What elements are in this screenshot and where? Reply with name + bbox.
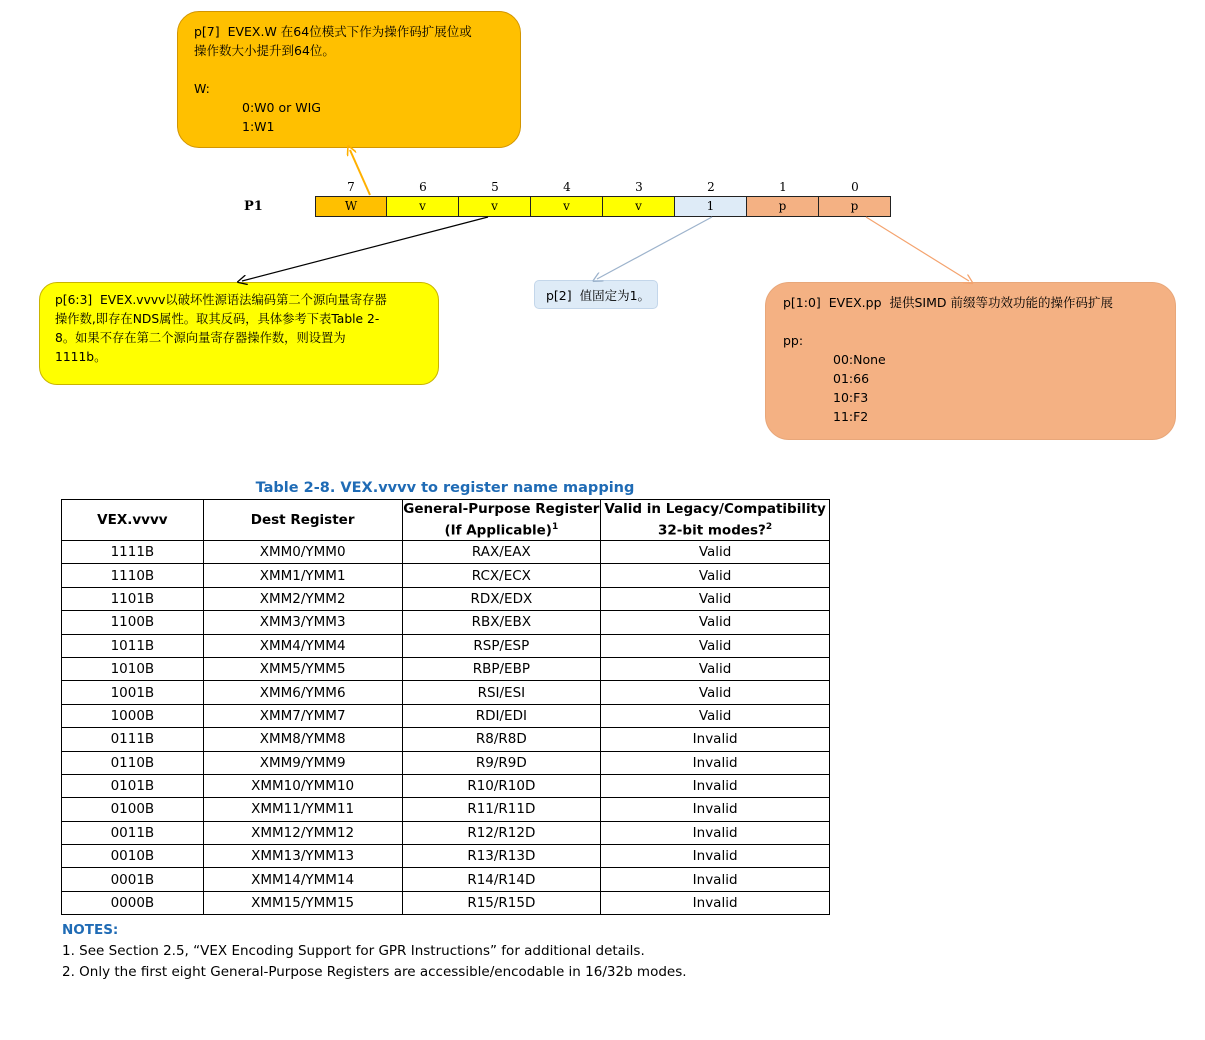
cell-vvvv: 0101B <box>62 774 204 797</box>
bit-number: 3 <box>635 180 643 194</box>
cell-vvvv: 1100B <box>62 611 204 634</box>
callout-w-line: 操作数大小提升到64位。 <box>194 43 335 58</box>
cell-valid: Invalid <box>601 798 830 821</box>
cell-dest-register: XMM5/YMM5 <box>203 657 402 680</box>
cell-dest-register: XMM0/YMM0 <box>203 541 402 564</box>
bit-number: 4 <box>563 180 571 194</box>
cell-vvvv: 1111B <box>62 541 204 564</box>
table-row <box>62 821 830 844</box>
cell-valid: Valid <box>601 681 830 704</box>
header-dest-register: Dest Register <box>203 500 402 541</box>
table-row <box>62 587 830 610</box>
note-1: 1. See Section 2.5, “VEX Encoding Support for GPR Instructions” for additional details. <box>62 943 645 959</box>
bit-cell: v <box>530 196 603 217</box>
bit-number: 1 <box>779 180 787 194</box>
footnote-ref-1: 1 <box>551 522 559 533</box>
table-row <box>62 798 830 821</box>
cell-vvvv: 1101B <box>62 587 204 610</box>
callout-pp-option: 11:F2 <box>833 409 869 424</box>
header-vvvv: VEX.vvvv <box>62 500 204 541</box>
bit-number: 2 <box>707 180 715 194</box>
cell-gpr: RSI/ESI <box>402 681 601 704</box>
header-valid-legacy <box>601 500 830 541</box>
cell-dest-register: XMM11/YMM11 <box>203 798 402 821</box>
cell-dest-register: XMM12/YMM12 <box>203 821 402 844</box>
callout-w-option: 0:W0 or WIG <box>242 100 321 115</box>
bit-number: 0 <box>851 180 859 194</box>
cell-vvvv: 0111B <box>62 728 204 751</box>
cell-vvvv: 0110B <box>62 751 204 774</box>
table-row <box>62 868 830 891</box>
cell-valid: Valid <box>601 541 830 564</box>
callout-vvvv-line: 1111b。 <box>55 350 107 364</box>
cell-valid: Valid <box>601 587 830 610</box>
cell-vvvv: 1011B <box>62 634 204 657</box>
cell-valid: Invalid <box>601 821 830 844</box>
cell-dest-register: XMM10/YMM10 <box>203 774 402 797</box>
cell-gpr: R12/R12D <box>402 821 601 844</box>
callout-pp-line: p[1:0] EVEX.pp 提供SIMD 前缀等功效功能的操作码扩展 <box>783 295 1113 310</box>
cell-dest-register: XMM2/YMM2 <box>203 587 402 610</box>
bit-number: 6 <box>419 180 427 194</box>
cell-valid: Invalid <box>601 891 830 914</box>
header-gpr-line2: (If Applicable) <box>444 522 552 539</box>
cell-dest-register: XMM13/YMM13 <box>203 845 402 868</box>
cell-vvvv: 0001B <box>62 868 204 891</box>
cell-gpr: R11/R11D <box>402 798 601 821</box>
header-valid-line2: 32-bit modes? <box>658 522 766 539</box>
table-row <box>62 611 830 634</box>
cell-gpr: R10/R10D <box>402 774 601 797</box>
cell-gpr: RAX/EAX <box>402 541 601 564</box>
cell-gpr: R8/R8D <box>402 728 601 751</box>
cell-valid: Valid <box>601 634 830 657</box>
callout-vvvv-line: 8。如果不存在第二个源向量寄存器操作数，则设置为 <box>55 331 346 345</box>
bit-cell: p <box>818 196 891 217</box>
cell-gpr: RBX/EBX <box>402 611 601 634</box>
callout-pp-option: 01:66 <box>833 371 870 386</box>
cell-vvvv: 1001B <box>62 681 204 704</box>
arrow-bit2 <box>597 217 712 279</box>
cell-vvvv: 0011B <box>62 821 204 844</box>
header-valid-line1: Valid in Legacy/Compatibility <box>604 501 826 518</box>
note-2: 2. Only the first eight General-Purpose Registers are accessible/encodable in 16/32b modes. <box>62 964 687 980</box>
cell-gpr: R9/R9D <box>402 751 601 774</box>
cell-valid: Valid <box>601 657 830 680</box>
cell-dest-register: XMM1/YMM1 <box>203 564 402 587</box>
vvvv-mapping-table <box>61 499 830 915</box>
bit-number: 5 <box>491 180 499 194</box>
table-row <box>62 728 830 751</box>
cell-vvvv: 0100B <box>62 798 204 821</box>
cell-gpr: RSP/ESP <box>402 634 601 657</box>
table-title: Table 2-8. VEX.vvvv to register name mapping <box>255 480 635 496</box>
table-row <box>62 681 830 704</box>
table-row <box>62 751 830 774</box>
table-row <box>62 541 830 564</box>
arrow-vvvv <box>242 217 488 281</box>
notes-title: NOTES: <box>62 922 119 938</box>
header-gpr-line1: General-Purpose Register <box>403 501 600 518</box>
cell-valid: Valid <box>601 704 830 727</box>
cell-valid: Invalid <box>601 868 830 891</box>
cell-dest-register: XMM9/YMM9 <box>203 751 402 774</box>
cell-valid: Invalid <box>601 845 830 868</box>
cell-dest-register: XMM8/YMM8 <box>203 728 402 751</box>
arrows-layer <box>0 0 1205 460</box>
callout-w-option: 1:W1 <box>242 119 275 134</box>
table-row <box>62 774 830 797</box>
table-row <box>62 845 830 868</box>
callout-vvvv-line: p[6:3] EVEX.vvvv以破坏性源语法编码第二个源向量寄存器 <box>55 293 387 307</box>
callout-pp-option: 00:None <box>833 352 886 367</box>
cell-valid: Invalid <box>601 751 830 774</box>
table-row <box>62 564 830 587</box>
cell-vvvv: 1000B <box>62 704 204 727</box>
cell-gpr: RDX/EDX <box>402 587 601 610</box>
callout-vvvv-line: 操作数,即存在NDS属性。取其反码，具体参考下表Table 2- <box>55 312 380 326</box>
cell-gpr: RCX/ECX <box>402 564 601 587</box>
cell-gpr: R14/R14D <box>402 868 601 891</box>
cell-vvvv: 1010B <box>62 657 204 680</box>
arrow-w <box>350 150 370 195</box>
cell-vvvv: 1110B <box>62 564 204 587</box>
bit-cell: v <box>386 196 459 217</box>
cell-gpr: RDI/EDI <box>402 704 601 727</box>
callout-w-line: p[7] EVEX.W 在64位模式下作为操作码扩展位或 <box>194 24 472 39</box>
cell-dest-register: XMM3/YMM3 <box>203 611 402 634</box>
table-row <box>62 634 830 657</box>
cell-dest-register: XMM15/YMM15 <box>203 891 402 914</box>
cell-valid: Valid <box>601 611 830 634</box>
bit-cell: 1 <box>674 196 747 217</box>
bit-cell: v <box>458 196 531 217</box>
table-body <box>62 541 830 915</box>
arrow-pp <box>866 217 969 281</box>
callout-pp-line: pp: <box>783 333 804 348</box>
cell-gpr: RBP/EBP <box>402 657 601 680</box>
callout-pp-option: 10:F3 <box>833 390 869 405</box>
footnote-ref-2: 2 <box>765 522 773 533</box>
cell-dest-register: XMM7/YMM7 <box>203 704 402 727</box>
callout-bit2-text: p[2] 值固定为1。 <box>546 288 651 303</box>
cell-vvvv: 0000B <box>62 891 204 914</box>
cell-dest-register: XMM14/YMM14 <box>203 868 402 891</box>
table-row <box>62 704 830 727</box>
callout-w-line: W: <box>194 81 210 96</box>
bit-cell: v <box>602 196 675 217</box>
bit-cell: p <box>746 196 819 217</box>
bit-number: 7 <box>347 180 355 194</box>
cell-gpr: R13/R13D <box>402 845 601 868</box>
table-header-row <box>62 500 830 541</box>
cell-dest-register: XMM6/YMM6 <box>203 681 402 704</box>
cell-valid: Valid <box>601 564 830 587</box>
table-row <box>62 657 830 680</box>
register-label: P1 <box>244 199 263 214</box>
header-gpr <box>402 500 601 541</box>
table-row <box>62 891 830 914</box>
cell-valid: Invalid <box>601 774 830 797</box>
cell-valid: Invalid <box>601 728 830 751</box>
cell-dest-register: XMM4/YMM4 <box>203 634 402 657</box>
cell-vvvv: 0010B <box>62 845 204 868</box>
cell-gpr: R15/R15D <box>402 891 601 914</box>
bit-cell: W <box>315 196 387 217</box>
